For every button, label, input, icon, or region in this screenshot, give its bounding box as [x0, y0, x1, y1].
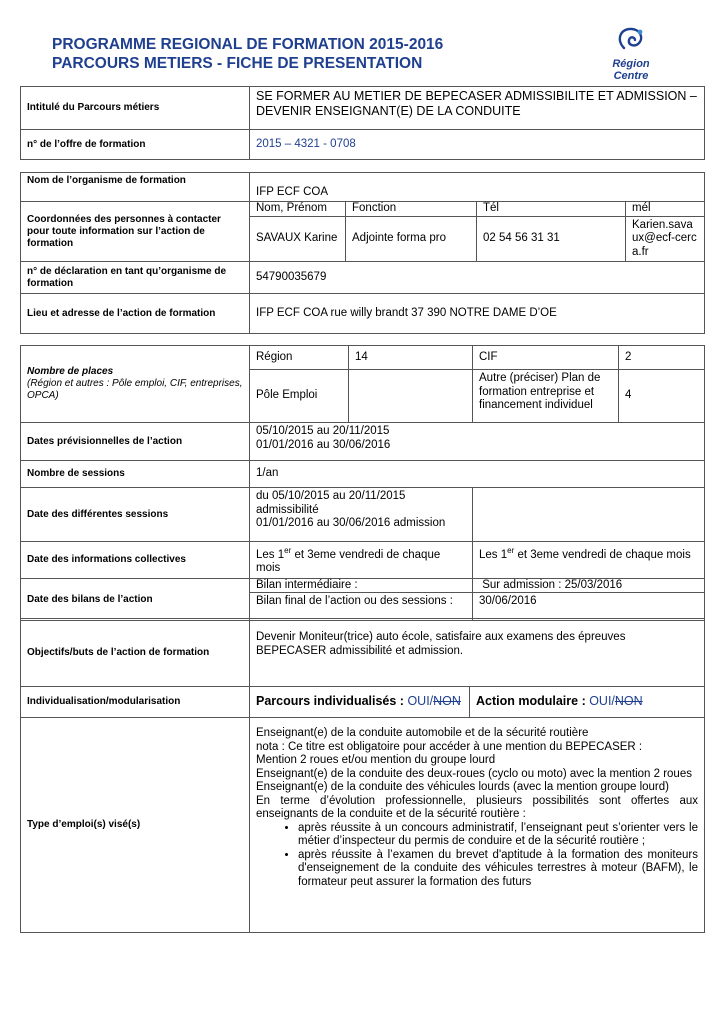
sessions-label: Nombre de sessions	[21, 461, 250, 488]
sessions-value: 1/an	[250, 461, 705, 488]
intitule-label: Intitulé du Parcours métiers	[21, 87, 250, 130]
infos-collectives-value-2	[473, 542, 705, 579]
parcours-non: NON	[433, 694, 461, 709]
places-label-cell	[21, 346, 250, 423]
parcours-oui: OUI/	[407, 694, 434, 709]
dates-prev-value	[250, 423, 705, 461]
table-objectifs	[20, 618, 705, 933]
individualisation-label: Individualisation/modularisation	[21, 687, 250, 718]
table-organisme	[20, 172, 705, 334]
declaration-value: 54790035679	[250, 262, 705, 294]
bilan-final: Bilan final de l’action ou des sessions :	[250, 593, 473, 621]
infos-pre: Les 1	[256, 548, 285, 561]
dates-prev-line1: 05/10/2015 au 20/11/2015	[256, 425, 390, 437]
intitule-value: SE FORMER AU METIER DE BEPECASER ADMISSIBILITE ET ADMISSION – DEVENIR ENSEIGNANT(E) DE LA CONDUITE	[250, 87, 705, 130]
header-title-line2: PARCOURS METIERS - FICHE DE PRESENTATION	[52, 55, 423, 72]
modulaire-oui: OUI/	[589, 694, 615, 709]
modulaire-non: NON	[614, 694, 643, 709]
emploi-line-4: Enseignant(e) de la conduite des deux-roues (cyclo ou moto) avec la mention 2 roues	[256, 767, 692, 780]
places-autre-label: Autre (préciser) Plan de formation entreprise et financement individuel	[473, 370, 619, 423]
places-pole-label: Pôle Emploi	[250, 370, 349, 423]
emploi-line-2: nota : Ce titre est obligatoire pour accéder à une mention du BEPECASER :	[256, 740, 643, 753]
infos-pre-2: Les 1	[479, 548, 508, 561]
logo-text: Région Centre	[612, 58, 650, 82]
contact-fonction: Adjointe forma pro	[346, 216, 477, 262]
dates-sessions-empty	[473, 488, 705, 542]
lieu-value: IFP ECF COA rue willy brandt 37 390 NOTRE DAME D’OE	[250, 294, 705, 334]
places-cif-value: 2	[619, 346, 705, 370]
lieu-label: Lieu et adresse de l’action de formation	[21, 294, 250, 334]
infos-sup: er	[284, 546, 292, 555]
emploi-bullet-list	[256, 822, 698, 890]
contact-header-mel: mél	[626, 202, 705, 217]
infos-post-2: et 3eme vendredi de chaque mois	[514, 548, 691, 561]
bilans-label: Date des bilans de l’action	[21, 578, 250, 621]
table-action	[20, 345, 705, 621]
parcours-individualises	[250, 687, 470, 718]
dates-prev-label: Dates prévisionnelles de l’action	[21, 423, 250, 461]
bilan-sur-admission: Sur admission : 25/03/2016	[473, 578, 705, 593]
emploi-label: Type d’emploi(s) visé(s)	[21, 718, 250, 933]
contact-tel: 02 54 56 31 31	[477, 216, 626, 262]
bilan-intermediaire: Bilan intermédiaire :	[250, 578, 473, 593]
dates-sessions-line2: admissibilité	[256, 503, 319, 516]
emploi-line-6: En terme d’évolution professionnelle, plusieurs possibilités sont offertes aux enseignants de la conduite et de la sécurité routière :	[256, 794, 698, 820]
region-centre-logo	[600, 26, 662, 82]
infos-collectives-value-1	[250, 542, 473, 579]
infos-sup-2: er	[507, 546, 515, 555]
contact-header-fonction: Fonction	[346, 202, 477, 217]
objectifs-label: Objectifs/buts de l’action de formation	[21, 619, 250, 687]
places-sublabel: (Région et autres : Pôle emploi, CIF, entreprises, OPCA)	[27, 378, 243, 401]
modulaire-label: Action modulaire :	[476, 694, 590, 709]
header-title-line1: PROGRAMME REGIONAL DE FORMATION 2015-2016	[52, 36, 444, 53]
places-autre-value: 4	[619, 370, 705, 423]
places-region-value: 14	[349, 346, 473, 370]
places-label: Nombre de places	[27, 366, 114, 377]
contact-header-nom: Nom, Prénom	[250, 202, 346, 217]
dates-prev-line2: 01/01/2016 au 30/06/2016	[256, 438, 391, 451]
contact-header-tel: Tél	[477, 202, 626, 217]
dates-sessions-line3: 01/01/2016 au 30/06/2016 admission	[256, 517, 446, 529]
region-logo-icon	[614, 26, 648, 52]
emploi-bullet-1: • après réussite à un concours administratif, l’enseignant peut s’orienter vers le métier d’inspecteur du permis de conduire et de la sécurité routière ;	[298, 822, 698, 849]
dates-sessions-line1: du 05/10/2015 au 20/11/2015	[256, 490, 406, 502]
document-header	[52, 35, 443, 73]
objectifs-value: Devenir Moniteur(trice) auto école, satisfaire aux examens des épreuves BEPECASER admissibilité et admission.	[250, 619, 705, 687]
declaration-label: n° de déclaration en tant qu’organisme de formation	[21, 262, 250, 294]
emploi-line-1: Enseignant(e) de la conduite automobile et de la sécurité routière	[256, 727, 589, 739]
emploi-bullet-2: • après réussite à l’examen du brevet d'aptitude à la formation des moniteurs d'enseignement de la conduite des véhicules terrestres à moteur (BAFM), le formateur peut assurer la formation des futurs	[298, 849, 698, 890]
organisme-nom-label: Nom de l’organisme de formation	[21, 173, 250, 202]
places-cif-label: CIF	[473, 346, 619, 370]
offre-value: 2015 – 4321 - 0708	[250, 130, 705, 160]
places-pole-value	[349, 370, 473, 423]
places-region-label: Région	[250, 346, 349, 370]
infos-post: et 3eme vendredi de chaque mois	[256, 548, 441, 575]
contact-mel: Karien.savaux@ecf-cerca.fr	[626, 216, 705, 262]
offre-label: n° de l’offre de formation	[21, 130, 250, 160]
action-modulaire	[470, 687, 705, 718]
coordonnees-label: Coordonnées des personnes à contacter pour toute information sur l’action de formation	[21, 202, 250, 262]
parcours-label: Parcours individualisés :	[256, 694, 408, 709]
infos-collectives-label: Date des informations collectives	[21, 542, 250, 579]
contact-nom: SAVAUX Karine	[250, 216, 346, 262]
emploi-line-3: Mention 2 roues et/ou mention du groupe lourd	[256, 754, 496, 766]
emploi-value	[250, 718, 705, 933]
organisme-nom-value: IFP ECF COA	[250, 173, 705, 202]
bilan-final-date: 30/06/2016	[473, 593, 705, 621]
table-parcours	[20, 86, 705, 160]
dates-sessions-label: Date des différentes sessions	[21, 488, 250, 542]
emploi-line-5: Enseignant(e) de la conduite des véhicules lourds (avec la mention groupe lourd)	[256, 781, 669, 793]
dates-sessions-value	[250, 488, 473, 542]
